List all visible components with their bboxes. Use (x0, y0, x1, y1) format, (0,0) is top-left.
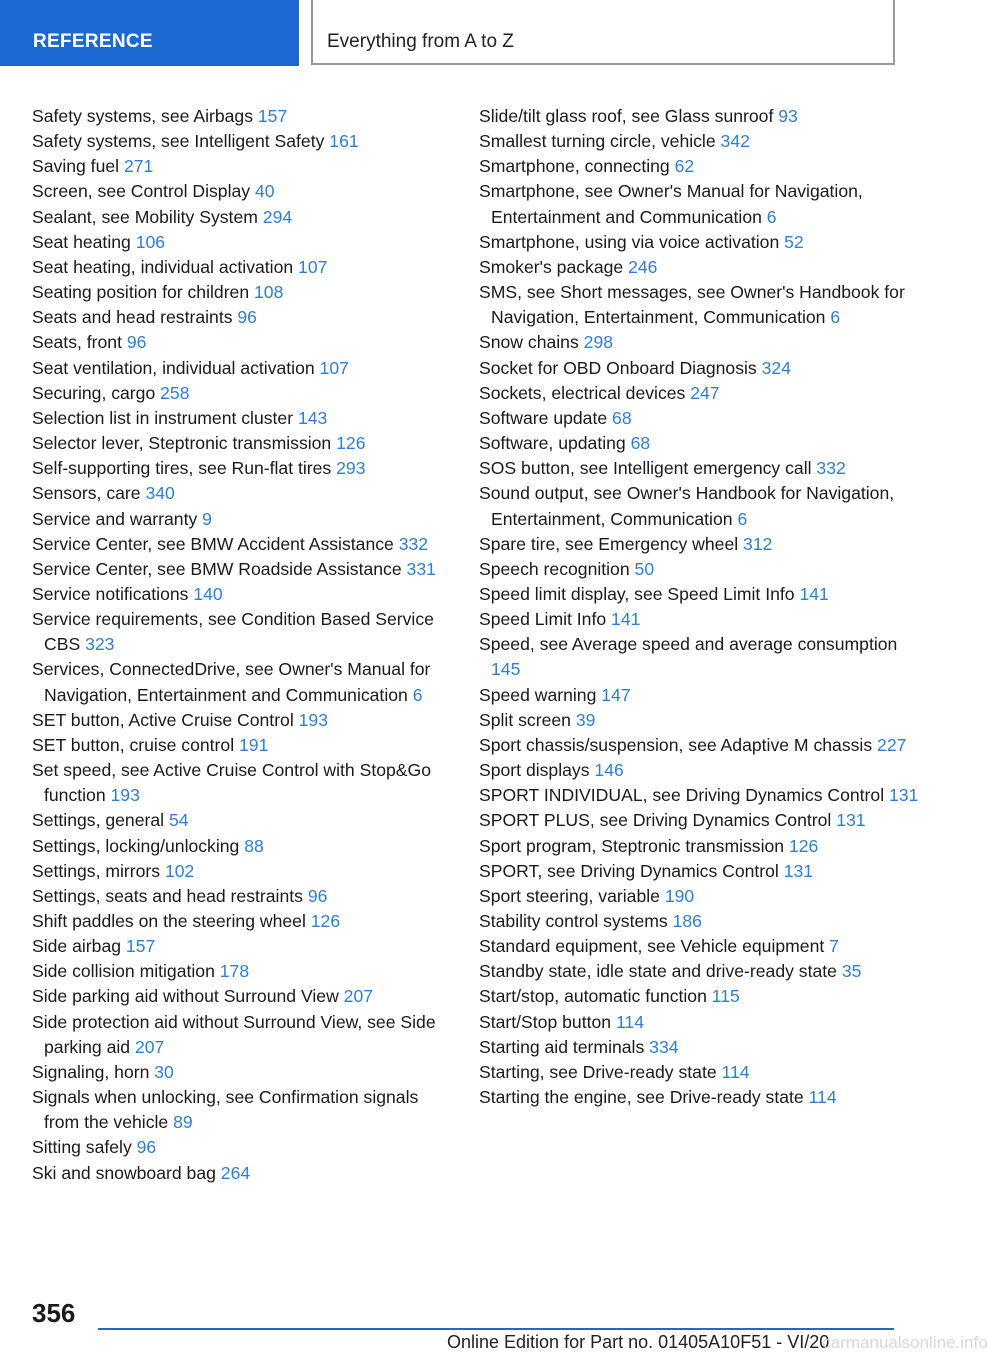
index-entry (32, 1010, 452, 1060)
index-entry (32, 205, 452, 230)
page-reference-link[interactable]: 131 (889, 785, 919, 806)
page-reference-link[interactable]: 126 (310, 911, 341, 931)
page-reference-link[interactable]: 258 (160, 382, 190, 403)
index-entry-term: Set speed, see Active Cruise Control with Stop&Go function (32, 760, 431, 806)
page-reference-link[interactable]: 334 (649, 1036, 679, 1057)
page-reference-link[interactable]: 40 (254, 181, 275, 202)
index-entry (479, 154, 919, 179)
index-entry (479, 632, 919, 682)
page-reference-link[interactable]: 52 (784, 231, 804, 252)
index-entry-term: Selector lever, Steptronic transmission (32, 433, 332, 454)
index-entry-term: Speed, see Average speed and average consumption (479, 634, 898, 655)
index-entry (32, 582, 452, 607)
page-reference-link[interactable]: 88 (244, 835, 264, 856)
index-entry (32, 280, 452, 305)
page-reference-link[interactable]: 247 (690, 382, 720, 403)
page-reference-link[interactable]: 6 (766, 206, 777, 227)
index-entry-term: Settings, general (32, 810, 165, 831)
page-reference-link[interactable]: 7 (829, 936, 839, 957)
index-entry-term: Self-supporting tires, see Run-flat tires (32, 458, 332, 479)
index-entry (32, 884, 452, 909)
index-entry-term: Settings, seats and head restraints (32, 885, 303, 906)
page-reference-link[interactable]: 68 (630, 433, 651, 454)
page-reference-link[interactable]: 39 (575, 709, 596, 730)
page-reference-link[interactable]: 298 (583, 332, 614, 353)
index-entry-term: Signals when unlocking, see Confirmation signals from the vehicle (32, 1087, 419, 1133)
index-entry (479, 1060, 919, 1085)
index-entry (479, 1085, 919, 1110)
index-entry-term: Smartphone, see Owner's Manual for Navigation, Entertainment and Communication (479, 181, 863, 227)
page-reference-link[interactable]: 102 (164, 860, 195, 881)
page-reference-link[interactable]: 293 (336, 458, 366, 479)
page-reference-link[interactable]: 141 (799, 583, 829, 604)
index-entry (32, 859, 452, 884)
index-entry (32, 909, 452, 934)
index-entry-term: Sport program, Steptronic transmission (479, 835, 785, 856)
page-reference-link[interactable]: 108 (254, 282, 284, 303)
page-reference-link[interactable]: 35 (841, 961, 862, 982)
page-reference-link[interactable]: 178 (219, 961, 250, 982)
page-reference-link[interactable]: 331 (406, 558, 436, 579)
page-number: 356 (32, 1298, 76, 1328)
index-entry (479, 607, 919, 632)
page-reference-link[interactable]: 96 (237, 307, 257, 328)
index-entry-term: Seat heating, individual activation (32, 256, 294, 277)
page-reference-link[interactable]: 107 (319, 357, 349, 378)
index-entry-term: Screen, see Control Display (32, 181, 251, 202)
page-reference-link[interactable]: 89 (173, 1112, 193, 1133)
index-entry-term: Smoker's package (479, 256, 624, 277)
index-entry-term: Speech recognition (479, 558, 630, 579)
index-entry-term: Split screen (479, 709, 571, 730)
index-entry-term: Signaling, horn (32, 1061, 150, 1082)
page-reference-link[interactable]: 157 (257, 106, 288, 126)
index-entry-term: Seats and head restraints (32, 307, 233, 328)
index-entry-term: Smartphone, connecting (479, 156, 670, 177)
index-entry (479, 532, 919, 557)
page-reference-link[interactable]: 6 (737, 508, 748, 529)
index-entry-term: Software update (479, 407, 608, 428)
index-entry-term: SPORT INDIVIDUAL, see Driving Dynamics Control (479, 785, 885, 806)
edition-text: Online Edition for Part no. 01405A10F51 - VI/20 (447, 1332, 830, 1352)
page-reference-link[interactable]: 140 (193, 583, 223, 604)
index-entry-term: Spare tire, see Emergency wheel (479, 533, 739, 554)
index-entry (32, 758, 452, 808)
index-entry-term: Side collision mitigation (32, 961, 215, 982)
index-entry (32, 356, 452, 381)
index-entry (479, 959, 919, 984)
index-entry-term: Securing, cargo (32, 382, 156, 403)
page-reference-link[interactable]: 6 (830, 307, 841, 328)
index-entry-term: Services, ConnectedDrive, see Owner's Manual for Navigation, Entertainment and Communication (32, 659, 431, 705)
page-reference-link[interactable]: 332 (816, 458, 846, 479)
index-entry (32, 1135, 452, 1160)
page-reference-link[interactable]: 62 (674, 156, 695, 177)
index-entry (479, 481, 919, 531)
index-entry-term: Standby state, idle state and drive-ready state (479, 961, 837, 982)
page-reference-link[interactable]: 141 (611, 609, 641, 630)
index-entry-term: Snow chains (479, 332, 579, 353)
index-entry-term: Sensors, care (32, 483, 141, 504)
index-entry-term: Side airbag (32, 936, 122, 957)
index-entry-term: Safety systems, see Airbags (32, 106, 253, 126)
index-entry (32, 733, 452, 758)
section-tab: REFERENCE (0, 0, 299, 66)
index-entry (479, 1035, 919, 1060)
page-reference-link[interactable]: 191 (239, 734, 269, 755)
index-entry-term: SMS, see Short messages, see Owner's Handbook for Navigation, Entertainment, Communication (479, 282, 905, 328)
index-entry (479, 984, 919, 1009)
index-entry (479, 406, 919, 431)
index-entry-term: Sport steering, variable (479, 885, 660, 906)
index-entry (32, 104, 452, 129)
page-reference-link[interactable]: 145 (491, 659, 521, 680)
index-entry-term: Service and warranty (32, 508, 198, 529)
index-entry-term: Starting the engine, see Drive-ready state (479, 1087, 804, 1108)
index-entry (479, 884, 919, 909)
index-column-right (479, 104, 919, 1110)
index-entry-term: Saving fuel (32, 156, 120, 177)
index-entry (479, 1010, 919, 1035)
page-reference-link[interactable]: 96 (136, 1137, 157, 1158)
index-entry-term: Smallest turning circle, vehicle (479, 131, 716, 152)
page-reference-link[interactable]: 106 (135, 231, 166, 252)
index-entry (479, 582, 919, 607)
index-entry (32, 255, 452, 280)
index-entry-term: Selection list in instrument cluster (32, 407, 294, 428)
index-column-left (32, 104, 452, 1186)
index-entry-term: Stability control systems (479, 911, 668, 931)
index-entry (32, 154, 452, 179)
index-entry-term: Settings, locking/unlocking (32, 835, 240, 856)
page-reference-link[interactable]: 193 (298, 709, 328, 730)
page-reference-link[interactable]: 157 (125, 936, 156, 957)
index-entry-term: Side parking aid without Surround View (32, 986, 339, 1007)
index-entry-term: Seat heating (32, 231, 131, 252)
page-reference-link[interactable]: 131 (836, 810, 866, 831)
index-entry-term: Shift paddles on the steering wheel (32, 911, 306, 931)
page-reference-link[interactable]: 115 (711, 986, 740, 1007)
page-reference-link[interactable]: 186 (672, 911, 702, 931)
page-reference-link[interactable]: 340 (145, 483, 175, 504)
page-reference-link[interactable]: 96 (307, 885, 328, 906)
index-entry (479, 280, 919, 330)
index-entry (32, 230, 452, 255)
index-entry-term: Service Center, see BMW Roadside Assistance (32, 558, 402, 579)
index-entry-term: Starting, see Drive-ready state (479, 1061, 717, 1082)
page-reference-link[interactable]: 161 (329, 131, 359, 152)
index-entry-term: SPORT, see Driving Dynamics Control (479, 860, 779, 881)
index-entry-term: Standard equipment, see Vehicle equipment (479, 936, 825, 957)
index-entry (479, 934, 919, 959)
page-reference-link[interactable]: 294 (262, 206, 293, 227)
index-entry (479, 179, 919, 229)
index-entry-term: Safety systems, see Intelligent Safety (32, 131, 325, 152)
index-entry-term: Settings, mirrors (32, 860, 161, 881)
chapter-title: Everything from A to Z (311, 0, 895, 65)
index-entry-term: Sitting safely (32, 1137, 132, 1158)
page-reference-link[interactable]: 193 (110, 785, 140, 806)
index-entry (479, 683, 919, 708)
index-entry-term: Start/Stop button (479, 1011, 612, 1032)
page-reference-link[interactable]: 107 (298, 256, 328, 277)
index-entry (32, 1161, 452, 1186)
index-entry (32, 934, 452, 959)
index-entry-term: Start/stop, automatic function (479, 986, 707, 1007)
index-entry-term: Sealant, see Mobility System (32, 206, 258, 227)
index-entry-term: Speed warning (479, 684, 597, 705)
index-entry-term: Seat ventilation, individual activation (32, 357, 315, 378)
page-reference-link[interactable]: 131 (783, 860, 814, 881)
page-reference-link[interactable]: 264 (220, 1162, 251, 1183)
index-entry-term: Service Center, see BMW Accident Assistance (32, 533, 394, 554)
page-reference-link[interactable]: 323 (85, 634, 115, 655)
index-entry (479, 783, 919, 808)
index-entry (479, 909, 919, 934)
page-reference-link[interactable]: 246 (628, 256, 658, 277)
page-header (0, 0, 960, 66)
index-entry (479, 859, 919, 884)
page-reference-link[interactable]: 271 (123, 156, 154, 177)
page-reference-link[interactable]: 114 (721, 1061, 750, 1082)
index-entry (32, 657, 452, 707)
page-reference-link[interactable]: 54 (168, 810, 189, 831)
index-entry (32, 129, 452, 154)
page-reference-link[interactable]: 126 (336, 433, 366, 454)
index-entry (479, 557, 919, 582)
index-entry (32, 1085, 452, 1135)
index-entry-term: Software, updating (479, 433, 626, 454)
index-entry (479, 431, 919, 456)
page-reference-link[interactable]: 96 (126, 332, 147, 353)
index-entry-term: Socket for OBD Onboard Diagnosis (479, 357, 757, 378)
page-reference-link[interactable]: 332 (398, 533, 429, 554)
index-entry (32, 557, 452, 582)
index-entry-term: Sockets, electrical devices (479, 382, 686, 403)
page-reference-link[interactable]: 126 (788, 835, 819, 856)
index-entry-term: Ski and snowboard bag (32, 1162, 216, 1183)
index-entry-term: Smartphone, using via voice activation (479, 231, 780, 252)
page-reference-link[interactable]: 190 (664, 885, 695, 906)
index-entry-term: Seats, front (32, 332, 122, 353)
page-reference-link[interactable]: 342 (720, 131, 750, 152)
index-entry-term: Slide/tilt glass roof, see Glass sunroof (479, 106, 774, 126)
footer (447, 1332, 988, 1353)
index-entry (479, 230, 919, 255)
page-reference-link[interactable]: 312 (743, 533, 773, 554)
page-reference-link[interactable]: 143 (297, 407, 328, 428)
page-reference-link[interactable]: 227 (877, 734, 907, 755)
index-entry (479, 129, 919, 154)
index-entry (32, 1060, 452, 1085)
index-entry (32, 381, 452, 406)
index-entry-term: Speed limit display, see Speed Limit Info (479, 583, 795, 604)
index-entry (479, 104, 919, 129)
page-reference-link[interactable]: 146 (594, 760, 624, 781)
page-reference-link[interactable]: 207 (134, 1036, 165, 1057)
page-reference-link[interactable]: 114 (615, 1011, 644, 1032)
index-entry (32, 507, 452, 532)
index-entry (479, 834, 919, 859)
index-entry (32, 330, 452, 355)
index-entry (32, 456, 452, 481)
index-entry (479, 356, 919, 381)
index-entry-term: Speed Limit Info (479, 609, 607, 630)
index-entry (32, 834, 452, 859)
page-reference-link[interactable]: 114 (808, 1087, 837, 1108)
index-entry (32, 406, 452, 431)
index-entry (32, 179, 452, 204)
index-entry-term: SOS button, see Intelligent emergency call (479, 458, 812, 479)
index-entry-term: Sport chassis/suspension, see Adaptive M chassis (479, 734, 873, 755)
page-reference-link[interactable]: 93 (778, 106, 798, 126)
index-entry (32, 607, 452, 657)
watermark-text: carmanualsonline.info (822, 1333, 988, 1352)
index-entry (479, 708, 919, 733)
index-entry (32, 984, 452, 1009)
index-entry-term: SET button, Active Cruise Control (32, 709, 294, 730)
index-entry (32, 431, 452, 456)
index-entry (32, 481, 452, 506)
page-reference-link[interactable]: 207 (343, 986, 374, 1007)
index-entry (479, 330, 919, 355)
index-entry-term: Side protection aid without Surround View, see Side parking aid (32, 1011, 436, 1057)
footer-divider (98, 1328, 894, 1330)
page-reference-link[interactable]: 68 (612, 407, 632, 428)
index-entry-term: Sound output, see Owner's Handbook for Navigation, Entertainment, Communication (479, 483, 895, 529)
index-entry (32, 708, 452, 733)
index-entry-term: SPORT PLUS, see Driving Dynamics Control (479, 810, 832, 831)
page-reference-link[interactable]: 6 (412, 684, 423, 705)
index-entry (32, 959, 452, 984)
index-entry (32, 532, 452, 557)
page-reference-link[interactable]: 9 (202, 508, 212, 529)
index-entry-term: Service notifications (32, 583, 189, 604)
index-entry (479, 733, 919, 758)
index-entry-term: Service requirements, see Condition Based Service CBS (32, 609, 434, 655)
index-entry (32, 305, 452, 330)
index-entry-term: Sport displays (479, 760, 590, 781)
page-reference-link[interactable]: 30 (154, 1061, 174, 1082)
page-reference-link[interactable]: 324 (761, 357, 791, 378)
page-reference-link[interactable]: 147 (601, 684, 631, 705)
index-entry (32, 808, 452, 833)
page-reference-link[interactable]: 50 (634, 558, 655, 579)
index-entry (479, 381, 919, 406)
index-entry (479, 808, 919, 833)
index-entry-term: SET button, cruise control (32, 734, 235, 755)
index-entry (479, 255, 919, 280)
index-entry-term: Seating position for children (32, 282, 250, 303)
index-entry (479, 456, 919, 481)
index-entry (479, 758, 919, 783)
index-entry-term: Starting aid terminals (479, 1036, 645, 1057)
